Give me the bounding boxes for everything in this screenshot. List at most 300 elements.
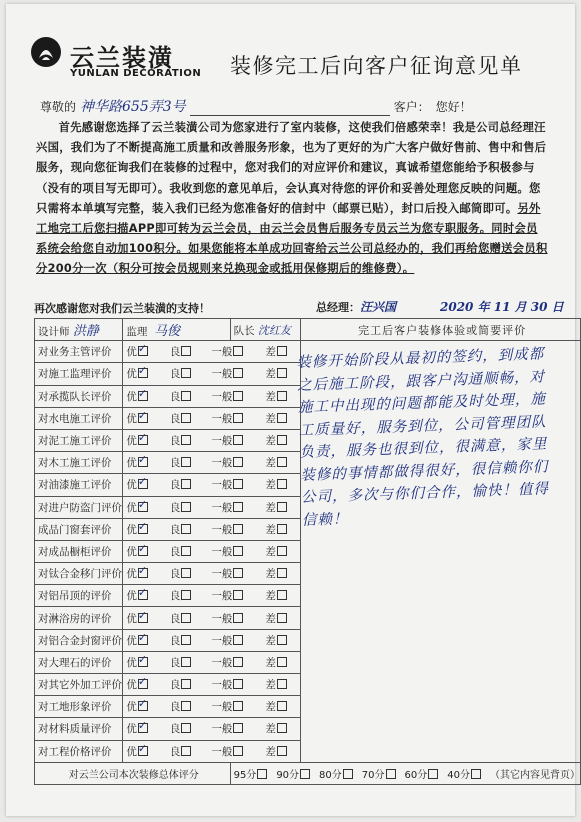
- rating-good-label: 优: [126, 679, 137, 692]
- checkbox-icon[interactable]: [181, 701, 191, 711]
- rating-normal-label: 一般: [211, 346, 233, 359]
- rating-good[interactable]: [126, 611, 148, 626]
- checkbox-icon[interactable]: [277, 413, 287, 423]
- rating-normal[interactable]: [211, 677, 243, 692]
- document-title: 装修完工后向客户征询意见单: [230, 54, 523, 78]
- checkbox-icon[interactable]: [181, 457, 191, 467]
- rating-good[interactable]: [126, 699, 148, 714]
- rating-fine-label: 良: [169, 701, 181, 714]
- checkbox-icon[interactable]: [181, 479, 191, 489]
- rating-options: [123, 718, 301, 740]
- letter-paragraph-1: 首先感谢您选择了云兰装潢公司为您家进行了室内装修，这使我们倍感荣幸！我是公司总经理汪兴国，我们为了不断提高施工质量和改善服务形象，也为了更好的为广大客户做好售前、售中和售后服务，现向您征询我们在装修的过程中，您对我们的对应评价和建议，真诚希望您能给予积极参与（没有的项目写无即可）。我收到您的意见单后，会认真对待您的评价和妥善处理您反映的问题。您只需将本单填写完整，装入我们已经为您准备好的信封中（邮票已贴），封口后投入邮筒即可。: [36, 121, 547, 215]
- rating-normal[interactable]: [211, 455, 243, 470]
- checkbox-icon[interactable]: [277, 635, 287, 645]
- checkbox-icon[interactable]: [181, 568, 191, 578]
- evaluation-item-label: 对铝合金封窗评价: [35, 629, 123, 651]
- checkbox-icon[interactable]: [277, 590, 287, 600]
- designer-name: 洪静: [72, 324, 99, 340]
- checkbox-icon[interactable]: [138, 502, 148, 512]
- rating-normal-label: 一般: [211, 612, 233, 625]
- rating-normal[interactable]: [211, 477, 243, 492]
- checkbox-icon[interactable]: [277, 524, 287, 534]
- rating-normal-label: 一般: [211, 701, 233, 714]
- evaluation-item-label: 对大理石的评价: [35, 651, 123, 673]
- rating-bad[interactable]: [265, 699, 287, 714]
- rating-good-label: 优: [126, 501, 137, 514]
- checkbox-icon[interactable]: [233, 524, 243, 534]
- rating-normal[interactable]: [211, 366, 243, 381]
- checkbox-icon[interactable]: [138, 457, 148, 467]
- captain-name: 沈红友: [257, 323, 291, 337]
- rating-fine[interactable]: [170, 544, 192, 559]
- rating-bad[interactable]: [265, 389, 287, 404]
- rating-fine[interactable]: [170, 655, 192, 670]
- rating-bad[interactable]: [265, 433, 287, 448]
- rating-normal[interactable]: [211, 611, 243, 626]
- rating-options: [123, 540, 301, 562]
- evaluation-item-label: 对泥工施工评价: [35, 429, 123, 451]
- customer-address: 神华路655弄3号: [80, 99, 186, 115]
- rating-options: [123, 429, 301, 451]
- rating-bad-label: 差: [265, 723, 276, 736]
- total-score-label: 对云兰公司本次装修总体评分: [35, 762, 231, 784]
- checkbox-icon[interactable]: [181, 613, 191, 623]
- salutation-prefix: 尊敬的: [40, 100, 77, 114]
- checkbox-icon[interactable]: [138, 524, 148, 534]
- brand-english-name: YUNLAN DECORATION: [70, 68, 202, 79]
- rating-bad-label: 差: [265, 568, 276, 581]
- rating-bad-label: 差: [265, 745, 276, 758]
- rating-good[interactable]: [126, 389, 148, 404]
- rating-fine[interactable]: [170, 366, 192, 381]
- rating-fine[interactable]: [170, 433, 192, 448]
- rating-options: [123, 740, 301, 762]
- checkbox-icon[interactable]: [233, 391, 243, 401]
- rating-normal[interactable]: [211, 433, 243, 448]
- checkbox-icon[interactable]: [233, 723, 243, 733]
- rating-good-label: 优: [126, 457, 137, 470]
- rating-fine-label: 良: [169, 590, 181, 603]
- checkbox-icon[interactable]: [233, 613, 243, 623]
- checkbox-icon[interactable]: [138, 546, 148, 556]
- rating-bad[interactable]: [265, 633, 287, 648]
- rating-fine[interactable]: [170, 389, 192, 404]
- rating-bad-label: 差: [265, 679, 276, 692]
- rating-good-label: 优: [126, 745, 137, 758]
- rating-fine[interactable]: [170, 500, 192, 515]
- checkbox-icon[interactable]: [257, 769, 267, 779]
- rating-options: [123, 474, 301, 496]
- rating-normal-label: 一般: [211, 656, 233, 669]
- rating-bad[interactable]: [265, 655, 287, 670]
- evaluation-item-label: 对淋浴房的评价: [35, 607, 123, 629]
- score-option[interactable]: [319, 766, 353, 781]
- checkbox-icon[interactable]: [277, 613, 287, 623]
- checkbox-icon[interactable]: [233, 346, 243, 356]
- checkbox-icon[interactable]: [181, 590, 191, 600]
- rating-bad[interactable]: [265, 677, 287, 692]
- rating-good[interactable]: [126, 477, 148, 492]
- rating-normal-label: 一般: [211, 435, 233, 448]
- rating-bad-label: 差: [265, 590, 276, 603]
- rating-normal-label: 一般: [211, 723, 233, 736]
- rating-fine[interactable]: [170, 344, 192, 359]
- checkbox-icon[interactable]: [233, 590, 243, 600]
- checkbox-icon[interactable]: [138, 435, 148, 445]
- salutation-suffix: 客户： 您好！: [393, 100, 472, 114]
- checkbox-icon[interactable]: [138, 701, 148, 711]
- rating-good[interactable]: [126, 522, 148, 537]
- rating-bad[interactable]: [265, 500, 287, 515]
- rating-normal-label: 一般: [211, 523, 233, 536]
- rating-normal[interactable]: [211, 522, 243, 537]
- checkbox-icon[interactable]: [277, 546, 287, 556]
- rating-good[interactable]: [126, 744, 148, 759]
- rating-bad[interactable]: [265, 455, 287, 470]
- checkbox-icon[interactable]: [386, 769, 396, 779]
- rating-normal[interactable]: [211, 588, 243, 603]
- checkbox-icon[interactable]: [181, 657, 191, 667]
- thanks-line: 再次感谢您对我们云兰装潢的支持！: [34, 302, 210, 315]
- rating-good[interactable]: [126, 366, 148, 381]
- rating-good[interactable]: [126, 677, 148, 692]
- checkbox-icon[interactable]: [181, 746, 191, 756]
- checkbox-icon[interactable]: [138, 479, 148, 489]
- rating-bad-label: 差: [265, 390, 276, 403]
- evaluation-item-label: 对水电施工评价: [35, 407, 123, 429]
- rating-options: [123, 585, 301, 607]
- checkbox-icon[interactable]: [277, 723, 287, 733]
- checkbox-icon[interactable]: [233, 746, 243, 756]
- salutation: [40, 96, 472, 116]
- checkbox-icon[interactable]: [181, 546, 191, 556]
- checkbox-icon[interactable]: [138, 746, 148, 756]
- rating-bad-label: 差: [265, 435, 276, 448]
- checkbox-icon[interactable]: [277, 679, 287, 689]
- rating-bad[interactable]: [265, 588, 287, 603]
- rating-bad-label: 差: [265, 412, 276, 425]
- rating-good[interactable]: [126, 633, 148, 648]
- rating-normal[interactable]: [211, 655, 243, 670]
- rating-fine[interactable]: [170, 744, 192, 759]
- gm-signature: 汪兴国: [360, 300, 397, 314]
- evaluation-item-label: 对其它外加工评价: [35, 674, 123, 696]
- rating-options: [123, 629, 301, 651]
- rating-good-label: 优: [126, 523, 137, 536]
- rating-good[interactable]: [126, 721, 148, 736]
- rating-fine-label: 良: [169, 545, 181, 558]
- rating-bad-label: 差: [265, 368, 276, 381]
- rating-good-label: 优: [126, 368, 137, 381]
- rating-options: [123, 674, 301, 696]
- evaluation-item-label: 对材料质量评价: [35, 718, 123, 740]
- rating-bad[interactable]: [265, 744, 287, 759]
- checkbox-icon[interactable]: [233, 502, 243, 512]
- designer-label: 设计师: [38, 326, 70, 339]
- checkbox-icon[interactable]: [138, 679, 148, 689]
- rating-normal-label: 一般: [211, 745, 233, 758]
- checkbox-icon[interactable]: [233, 701, 243, 711]
- checkbox-icon[interactable]: [277, 502, 287, 512]
- checkbox-icon[interactable]: [181, 391, 191, 401]
- rating-bad[interactable]: [265, 544, 287, 559]
- back-page-note: （其它内容见背页）: [489, 769, 580, 781]
- rating-good-label: 优: [126, 590, 137, 603]
- rating-bad[interactable]: [265, 611, 287, 626]
- rating-good-label: 优: [126, 634, 137, 647]
- rating-normal[interactable]: [211, 633, 243, 648]
- supervisor-cell: [123, 319, 230, 341]
- evaluation-item-label: 对工地形象评价: [35, 696, 123, 718]
- total-score-options: [230, 762, 580, 784]
- checkbox-icon[interactable]: [181, 635, 191, 645]
- checkbox-icon[interactable]: [233, 413, 243, 423]
- checkbox-icon[interactable]: [181, 435, 191, 445]
- rating-good-label: 优: [126, 723, 137, 736]
- rating-fine-label: 良: [169, 457, 181, 470]
- checkbox-icon[interactable]: [343, 769, 353, 779]
- checkbox-icon[interactable]: [277, 701, 287, 711]
- rating-fine[interactable]: [170, 455, 192, 470]
- score-option[interactable]: [362, 766, 396, 781]
- rating-options: [123, 407, 301, 429]
- rating-normal-label: 一般: [211, 679, 233, 692]
- rating-bad[interactable]: [265, 721, 287, 736]
- rating-normal[interactable]: [211, 566, 243, 581]
- evaluation-item-label: 成品门窗套评价: [35, 518, 123, 540]
- rating-fine-label: 良: [169, 390, 181, 403]
- rating-good[interactable]: [126, 566, 148, 581]
- checkbox-icon[interactable]: [181, 346, 191, 356]
- rating-fine-label: 良: [169, 634, 181, 647]
- gm-label: 总经理：: [316, 301, 360, 314]
- supervisor-name: 马俊: [154, 324, 181, 340]
- rating-good[interactable]: [126, 344, 148, 359]
- rating-normal[interactable]: [211, 721, 243, 736]
- checkbox-icon[interactable]: [138, 613, 148, 623]
- checkbox-icon[interactable]: [233, 657, 243, 667]
- rating-fine[interactable]: [170, 566, 192, 581]
- captain-cell: [230, 319, 301, 341]
- rating-good-label: 优: [126, 346, 137, 359]
- rating-fine-label: 良: [169, 412, 181, 425]
- rating-fine-label: 良: [169, 745, 181, 758]
- rating-good[interactable]: [126, 411, 148, 426]
- rating-bad-label: 差: [265, 634, 276, 647]
- checkbox-icon[interactable]: [233, 435, 243, 445]
- rating-normal[interactable]: [211, 500, 243, 515]
- checkbox-icon[interactable]: [138, 413, 148, 423]
- rating-good[interactable]: [126, 500, 148, 515]
- rating-normal-label: 一般: [211, 368, 233, 381]
- evaluation-item-label: 对承揽队长评价: [35, 385, 123, 407]
- rating-bad[interactable]: [265, 566, 287, 581]
- rating-bad-label: 差: [265, 501, 276, 514]
- checkbox-icon[interactable]: [181, 502, 191, 512]
- rating-fine[interactable]: [170, 588, 192, 603]
- checkbox-icon[interactable]: [428, 769, 438, 779]
- total-score-row: [35, 762, 581, 784]
- checkbox-icon[interactable]: [277, 391, 287, 401]
- rating-fine-label: 良: [169, 346, 181, 359]
- rating-bad[interactable]: [265, 411, 287, 426]
- rating-fine[interactable]: [170, 611, 192, 626]
- checkbox-icon[interactable]: [138, 657, 148, 667]
- rating-fine-label: 良: [169, 479, 181, 492]
- rating-fine-label: 良: [169, 435, 181, 448]
- evaluation-item-label: 对工程价格评价: [35, 740, 123, 762]
- rating-normal-label: 一般: [211, 568, 233, 581]
- checkbox-icon[interactable]: [471, 769, 481, 779]
- checkbox-icon[interactable]: [233, 457, 243, 467]
- checkbox-icon[interactable]: [277, 346, 287, 356]
- evaluation-item-label: 对成品橱柜评价: [35, 540, 123, 562]
- rating-options: [123, 452, 301, 474]
- rating-bad[interactable]: [265, 522, 287, 537]
- rating-bad[interactable]: [265, 344, 287, 359]
- rating-fine[interactable]: [170, 721, 192, 736]
- checkbox-icon[interactable]: [138, 635, 148, 645]
- rating-good-label: 优: [126, 390, 137, 403]
- staff-row: [35, 319, 581, 341]
- checkbox-icon[interactable]: [233, 679, 243, 689]
- rating-bad[interactable]: [265, 366, 287, 381]
- rating-normal-label: 一般: [211, 545, 233, 558]
- rating-fine-label: 良: [169, 679, 181, 692]
- rating-fine[interactable]: [170, 677, 192, 692]
- checkbox-icon[interactable]: [233, 479, 243, 489]
- checkbox-icon[interactable]: [277, 368, 287, 378]
- rating-good[interactable]: [126, 455, 148, 470]
- rating-fine-label: 良: [169, 568, 181, 581]
- rating-options: [123, 518, 301, 540]
- checkbox-icon[interactable]: [233, 546, 243, 556]
- rating-options: [123, 341, 301, 363]
- score-option[interactable]: [447, 766, 481, 781]
- evaluation-item-label: 对钛合金移门评价: [35, 563, 123, 585]
- brand-name: 云兰装潢: [70, 44, 174, 72]
- checkbox-icon[interactable]: [181, 679, 191, 689]
- rating-fine-label: 良: [169, 723, 181, 736]
- rating-options: [123, 496, 301, 518]
- rating-options: [123, 651, 301, 673]
- rating-options: [123, 363, 301, 385]
- rating-fine[interactable]: [170, 477, 192, 492]
- score-option[interactable]: [276, 766, 310, 781]
- checkbox-icon[interactable]: [277, 568, 287, 578]
- supervisor-label: 监理: [126, 326, 148, 339]
- checkbox-icon[interactable]: [138, 391, 148, 401]
- rating-bad-label: 差: [265, 457, 276, 470]
- rating-bad-label: 差: [265, 701, 276, 714]
- rating-normal[interactable]: [211, 389, 243, 404]
- rating-normal-label: 一般: [211, 634, 233, 647]
- rating-fine[interactable]: [170, 411, 192, 426]
- rating-normal-label: 一般: [211, 501, 233, 514]
- checkbox-icon[interactable]: [277, 457, 287, 467]
- remarks-header: 完工后客户装修体验或简要评价: [301, 319, 581, 341]
- checkbox-icon[interactable]: [181, 368, 191, 378]
- rating-good-label: 优: [126, 612, 137, 625]
- score-option[interactable]: [234, 766, 268, 781]
- score-option-label: 95分: [233, 769, 257, 781]
- rating-good[interactable]: [126, 588, 148, 603]
- checkbox-icon[interactable]: [181, 723, 191, 733]
- rating-bad-label: 差: [265, 523, 276, 536]
- checkbox-icon[interactable]: [138, 346, 148, 356]
- rating-good[interactable]: [126, 433, 148, 448]
- checkbox-icon[interactable]: [233, 368, 243, 378]
- rating-fine-label: 良: [169, 368, 181, 381]
- checkbox-icon[interactable]: [138, 568, 148, 578]
- letter-paragraph-2: 另外工地完工后您扫描APP即可转为云兰会员，由云兰会员售后服务专员云兰为您专职服务。同时会员系统会给您自动加100积分。如果您能将本单成功回寄给云兰公司总经办的，我们再给您赠送会员积分200分一次（积分可按会员规则来兑换现金或抵用保修期后的维修费）。: [36, 201, 548, 276]
- rating-good[interactable]: [126, 655, 148, 670]
- checkbox-icon[interactable]: [138, 368, 148, 378]
- checkbox-icon[interactable]: [181, 524, 191, 534]
- rating-bad-label: 差: [265, 479, 276, 492]
- evaluation-item-label: 对施工监理评价: [35, 363, 123, 385]
- date-value: 2020 年 11 月 30 日: [440, 300, 564, 314]
- rating-bad[interactable]: [265, 477, 287, 492]
- rating-normal[interactable]: [211, 699, 243, 714]
- rating-options: [123, 696, 301, 718]
- rating-fine[interactable]: [170, 699, 192, 714]
- rating-good-label: 优: [126, 412, 137, 425]
- rating-good-label: 优: [126, 568, 137, 581]
- evaluation-item-label: 对业务主管评价: [35, 341, 123, 363]
- rating-fine[interactable]: [170, 522, 192, 537]
- checkbox-icon[interactable]: [181, 413, 191, 423]
- handwritten-remarks: 装修开始阶段从最初的签约，到成都之后施工阶段，跟客户沟通顺畅，对施工中出现的问题都能及时处理，施工质量好，服务到位，公司管理团队负责，服务也很到位，很满意，家里装修的事情都做得很好，很信赖你们公司，多次与你们合作，愉快！值得信赖！: [296, 346, 550, 529]
- gm-signature-block: [316, 298, 396, 315]
- rating-normal[interactable]: [211, 744, 243, 759]
- checkbox-icon[interactable]: [277, 657, 287, 667]
- rating-fine-label: 良: [169, 612, 181, 625]
- checkbox-icon[interactable]: [233, 568, 243, 578]
- score-option[interactable]: [405, 766, 439, 781]
- rating-normal[interactable]: [211, 344, 243, 359]
- rating-fine-label: 良: [169, 523, 181, 536]
- score-option-label: 70分: [361, 769, 385, 781]
- rating-normal[interactable]: [211, 411, 243, 426]
- checkbox-icon[interactable]: [277, 435, 287, 445]
- rating-normal[interactable]: [211, 544, 243, 559]
- rating-normal-label: 一般: [211, 390, 233, 403]
- evaluation-item-label: 对油漆施工评价: [35, 474, 123, 496]
- checkbox-icon[interactable]: [277, 479, 287, 489]
- checkbox-icon[interactable]: [300, 769, 310, 779]
- checkbox-icon[interactable]: [138, 590, 148, 600]
- rating-good-label: 优: [126, 435, 137, 448]
- checkbox-icon[interactable]: [233, 635, 243, 645]
- captain-label: 队长: [233, 324, 255, 337]
- rating-fine-label: 良: [169, 656, 181, 669]
- rating-options: [123, 607, 301, 629]
- yunlan-logo-icon: [30, 36, 62, 72]
- rating-fine-label: 良: [169, 501, 181, 514]
- checkbox-icon[interactable]: [138, 723, 148, 733]
- evaluation-item-label: 对木工施工评价: [35, 452, 123, 474]
- rating-good[interactable]: [126, 544, 148, 559]
- checkbox-icon[interactable]: [277, 746, 287, 756]
- rating-good-label: 优: [126, 545, 137, 558]
- rating-fine[interactable]: [170, 633, 192, 648]
- rating-good-label: 优: [126, 656, 137, 669]
- score-option-label: 60分: [404, 769, 428, 781]
- evaluation-item-label: 对进户防盗门评价: [35, 496, 123, 518]
- rating-bad-label: 差: [265, 656, 276, 669]
- rating-normal-label: 一般: [211, 590, 233, 603]
